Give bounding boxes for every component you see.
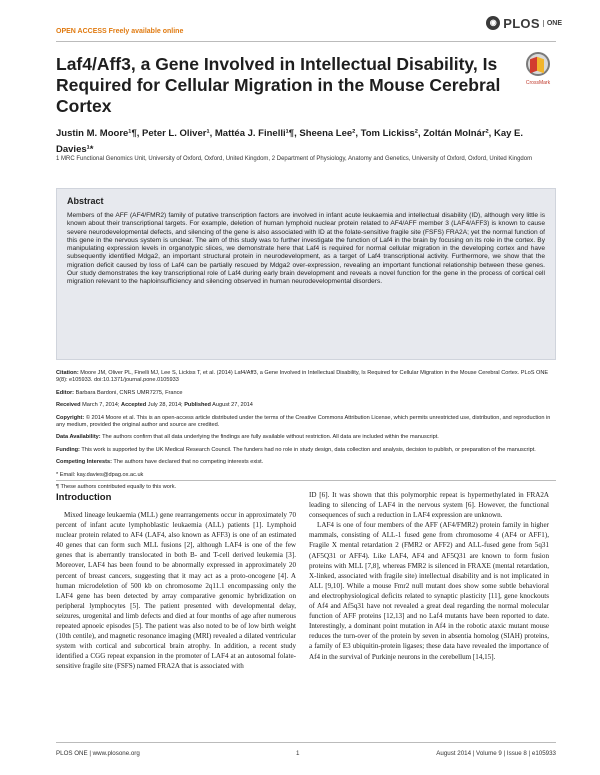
intro-paragraph: Mixed lineage leukaemia (MLL) gene rearrangements occur in approximately 70 percent of infant acute lymphoblastic leukaemia (ALL) patients [1]. Lymphoid nuclear protein related to AF4 (LAF4, also known as AFF3) is one of an estimated 40 genes that can form such MLL fusions [2], although LAF4 is one of the few genes that is aberrantly translocated in both B- and T-cell derived leukemia [3]. Moreover, LAF4 has been found to be abnormally expressed in approximately 20 percent of breast cancers, suggesting that it may act as a proto-oncogene [4]. A human microdeletion of 500 kb on chromosome 2q11.1 encompassing only the LAF4 gene has been detected by array comparative genomic hybridization on peripheral lymphocytes [5]. The patient presented with developmental delay, seizures, urogenital and limb defects and died at four months of age after numerous repeated apnoeic episodes [5]. The patient was also noted to be of low birth weight (10th centile), and magnetic resonance imaging (MRI) revealed a dilated ventricular system with cortical and subcortical brain atrophy. In addition, a recent study identified a CGG repeat expansion in the promoter of LAF4 at an autosomal folate-sensitive fragile site (FSFS) named FRA2A that is associated with (56, 511, 296, 671)
intro-column-left (56, 510, 296, 672)
footer-divider (56, 742, 556, 743)
editor (56, 390, 556, 397)
section-divider (56, 480, 556, 481)
plos-one-logo[interactable] (486, 14, 562, 32)
received-label: Received (56, 402, 81, 409)
article-title: Laf4/Aff3, a Gene Involved in Intellectual Disability, Is Required for Cellular Migration in the Mouse Cerebral Cortex (56, 54, 501, 116)
competing-interests (56, 459, 556, 466)
accepted-label: Accepted (121, 402, 147, 409)
plos-one-text: ONE (543, 20, 562, 27)
dates (56, 402, 556, 409)
accepted-date: July 28, 2014; (147, 402, 183, 409)
abstract-heading: Abstract (67, 196, 104, 206)
competing-interests-text: The authors have declared that no competing interests exist. (113, 459, 264, 466)
funding-label: Funding: (56, 446, 80, 453)
data-availability-label: Data Availability: (56, 434, 101, 441)
data-availability-text: The authors confirm that all data underlying the findings are fully available without restriction. All data are included within the manuscript. (102, 434, 439, 441)
received-date: March 7, 2014; (82, 402, 120, 409)
affiliations: 1 MRC Functional Genomics Unit, University of Oxford, Oxford, United Kingdom, 2 Department of Physiology, Anatomy and Genetics, University of Oxford, Oxford, United Kingdom (56, 156, 533, 162)
abstract-box (56, 188, 556, 360)
published-date: August 27, 2014 (212, 402, 253, 409)
intro-paragraph: LAF4 is one of four members of the AFF (AF4/FMR2) protein family in higher mammals, consisting of ALL-1 fused gene from chromosome 4 (AF4 or AFF1), Fragile X mental retardation 2 (FMR2 or AFF2) and ALL-fused gene from 5q31 (AF5Q31 or AFF4). Like LAF4, AF4 and AF5Q31 are known to form fusion proteins with MLL [7,8], whereas FMR2 is silenced in FRAXE (mental retardation, X-linked, associated with fragile site) intellectual disability and is not implicated in ALL [9,10]. While a mouse Fmr2 null mutant does show some subtle behavioral and electrophysiological deficits related to synaptic plasticity [11], gene knockouts of Af4 and Af5q31 have not revealed a great deal regarding the normal molecular function of AFF proteins [12,13] and no Laf4 mutants have been reported to date. Interestingly, a dominant point mutation in Af4 in the robotic ataxic mutant mouse reduces the turn-over of the protein by seven in absentia homolog (SIAH) proteins, a family of E3 ubiquitin-protein ligases; these data have revealed the importance of Af4 in the survival of Purkinje neurons in the cerebellum [14,15]. (309, 521, 549, 661)
copyright-label: Copyright: (56, 414, 85, 421)
introduction-heading: Introduction (56, 492, 112, 503)
copyright-text: © 2014 Moore et al. This is an open-access article distributed under the terms of the Creative Commons Attribution License, which permits unrestricted use, distribution, and reproduction in any medium, provided the original author and source are credited. (56, 414, 551, 429)
copyright (56, 415, 556, 430)
crossmark-ribbon-red (530, 57, 537, 74)
citation (56, 370, 556, 385)
published-label: Published (184, 402, 211, 409)
footer-journal[interactable]: PLOS ONE | www.plosone.org (56, 750, 140, 757)
editor-text: Barbara Bardoni, CNRS UMR7275, France (75, 389, 183, 396)
footer-issue: August 2014 | Volume 9 | Issue 8 | e105933 (436, 750, 556, 757)
crossmark-ribbon-yellow (537, 57, 544, 74)
author-list: Justin M. Moore¹¶, Peter L. Oliver¹, Mattéa J. Finelli¹¶, Sheena Lee², Tom Lickiss², Zoltán Molnár², Kay E. Davies¹* (56, 128, 524, 155)
plos-logo-text: PLOS (503, 15, 540, 31)
competing-interests-label: Competing Interests: (56, 459, 112, 466)
crossmark-badge[interactable] (516, 50, 560, 102)
journal-header (56, 15, 562, 41)
page-number: 1 (296, 750, 300, 757)
abstract-body: Members of the AFF (AF4/FMR2) family of putative transcription factors are involved in infant acute leukaemia and intellectual disability (ID), although very little is known about their transcriptional targets. For example, deletion of human lymphoid nuclear protein related to AF4/AFF member 3 (LAF4/AFF3) is known to cause severe neurodevelopmental defects, and silencing of the gene is also associated with ID at the folate-sensitive fragile site (FSFS) FRA2A; yet the normal function of this gene in the nervous system is unclear. The aim of this study was to further investigate the function of Laf4 in the brain by focusing on its role in the cortex. By manipulating expression levels in organotypic slices, we demonstrate here that Laf4 is required for normal cellular migration in the developing cortex and have subsequently identified Mdga2, an important structural protein in neurodevelopment, as a target of Laf4 transcriptional activity. Furthermore, we show that the migration deficit caused by loss of Laf4 can be partially rescued by Mdga2 over-expression, revealing an important functional relationship between these genes. Our study demonstrates the key transcriptional role of Laf4 during early brain development and reveals a novel function for the gene in the process of cortical cell migration relevant to the haploinsufficiency and silencing observed in human neurodevelopmental disorders. (67, 212, 545, 286)
intro-paragraph: ID [6]. It was shown that this polymorphic repeat is hypermethylated in FRA2A leading to silencing of LAF4 in the nervous system [6]. However, the functional consequences of such a reduction in LAF4 expression are unknown. (309, 491, 549, 520)
crossmark-label: CrossMark (525, 80, 551, 86)
funding-text: This work is supported by the UK Medical Research Council. The funders had no role in study design, data collection and analysis, decision to publish, or preparation of the manuscript. (81, 446, 536, 453)
citation-text: Moore JM, Oliver PL, Finelli MJ, Lee S, Lickiss T, et al. (2014) Laf4/Aff3, a Gene Involved in Intellectual Disability, Is Required for Cellular Migration in the Mouse Cerebral Cortex. PLoS ONE 9(8): e105933. doi:10.1371/journal.pone.0105933 (56, 370, 549, 384)
header-divider (56, 41, 556, 42)
corresponding-email[interactable]: * Email: kay.davies@dpag.ox.ac.uk (56, 471, 144, 478)
equal-contribution-note: ¶ These authors contributed equally to this work. (56, 484, 177, 491)
page-footer (56, 750, 556, 760)
funding (56, 447, 556, 454)
plos-logo-icon: ◉ (486, 16, 500, 30)
citation-label: Citation: (56, 370, 79, 376)
article-metadata (56, 370, 556, 496)
open-access-label[interactable]: OPEN ACCESS Freely available online (56, 28, 184, 35)
data-availability (56, 434, 556, 441)
intro-column-right (309, 490, 549, 662)
editor-label: Editor: (56, 389, 75, 396)
